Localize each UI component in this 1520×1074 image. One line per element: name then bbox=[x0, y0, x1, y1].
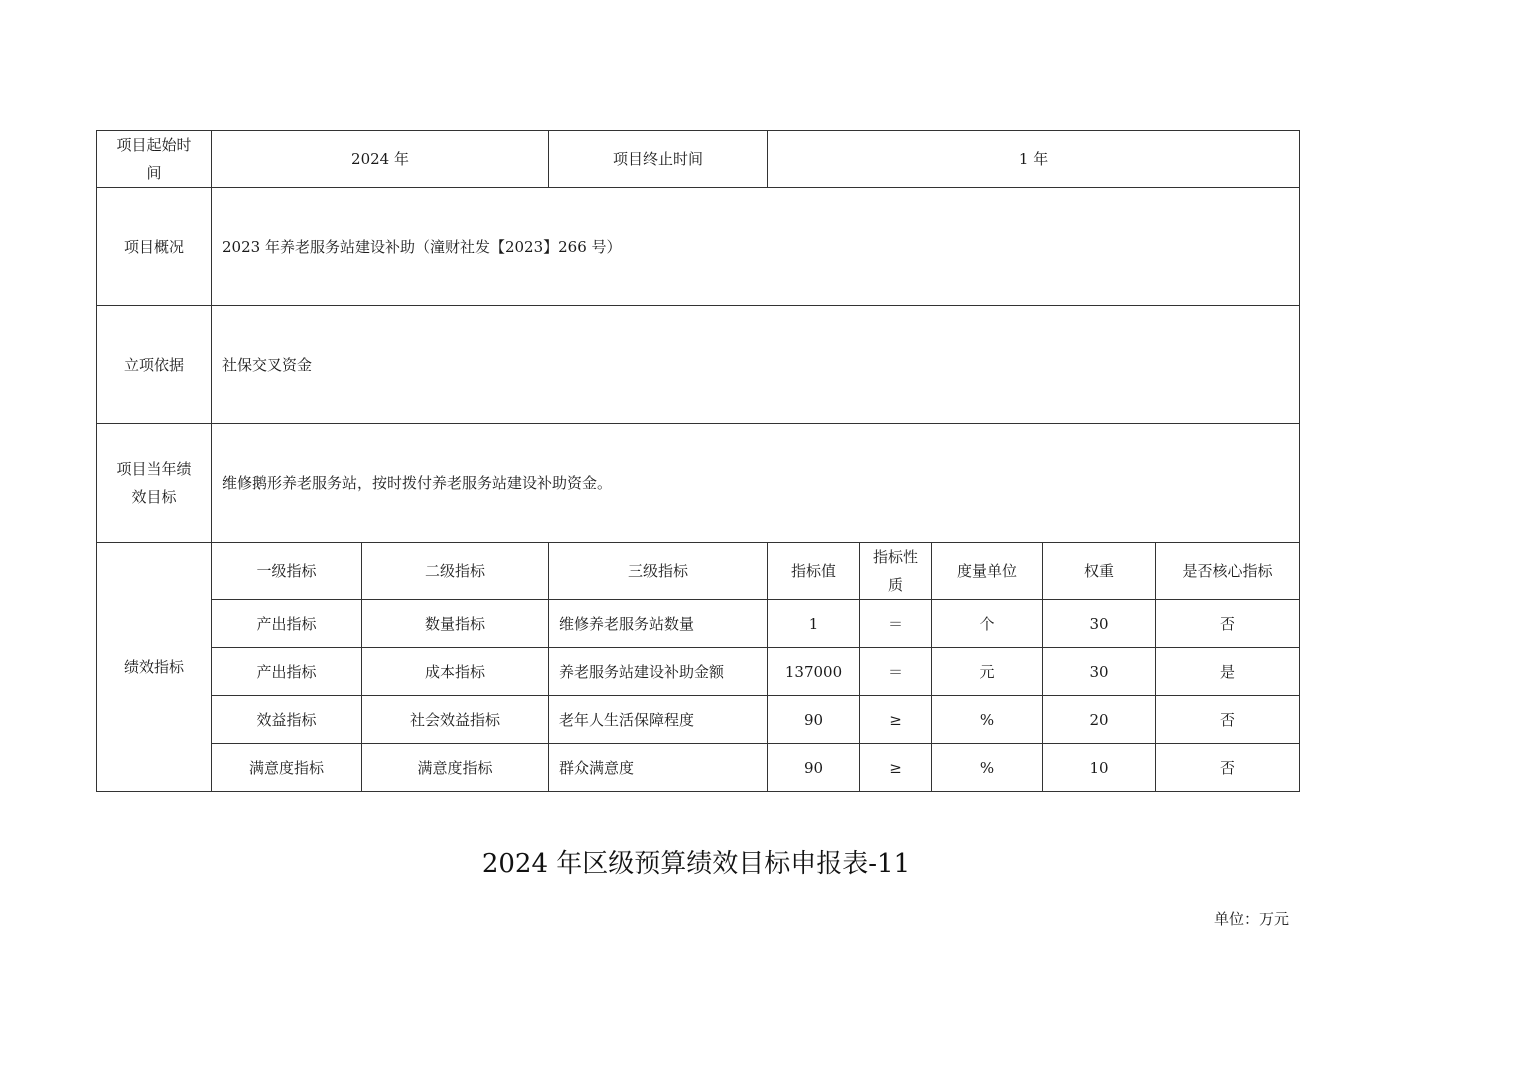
indicator-header-row bbox=[97, 543, 1300, 600]
row3-level2: 社会效益指标 bbox=[362, 696, 549, 744]
row4-level2: 满意度指标 bbox=[362, 744, 549, 792]
row4-unit: % bbox=[932, 744, 1043, 792]
header-level2: 二级指标 bbox=[362, 543, 549, 600]
row4-level3: 群众满意度 bbox=[549, 744, 768, 792]
row2-unit: 元 bbox=[932, 648, 1043, 696]
row1-level2: 数量指标 bbox=[362, 600, 549, 648]
row4-core: 否 bbox=[1156, 744, 1300, 792]
basis-value: 社保交叉资金 bbox=[212, 306, 1300, 424]
header-level1: 一级指标 bbox=[212, 543, 362, 600]
row3-level3: 老年人生活保障程度 bbox=[549, 696, 768, 744]
header-level3: 三级指标 bbox=[549, 543, 768, 600]
row1-core: 否 bbox=[1156, 600, 1300, 648]
start-time-label: 项目起始时间 bbox=[97, 131, 212, 188]
row4-weight: 10 bbox=[1043, 744, 1156, 792]
row4-value: 90 bbox=[768, 744, 860, 792]
row2-nature: ＝ bbox=[860, 648, 932, 696]
start-time-value: 2024 年 bbox=[212, 131, 549, 188]
performance-target-table bbox=[96, 130, 1300, 792]
header-core: 是否核心指标 bbox=[1156, 543, 1300, 600]
row3-weight: 20 bbox=[1043, 696, 1156, 744]
goal-value: 维修鹅形养老服务站，按时拨付养老服务站建设补助资金。 bbox=[212, 424, 1300, 543]
row1-value: 1 bbox=[768, 600, 860, 648]
row1-level3: 维修养老服务站数量 bbox=[549, 600, 768, 648]
row2-level1: 产出指标 bbox=[212, 648, 362, 696]
row2-level3: 养老服务站建设补助金额 bbox=[549, 648, 768, 696]
table-row bbox=[97, 600, 1300, 648]
row3-core: 否 bbox=[1156, 696, 1300, 744]
end-time-label: 项目终止时间 bbox=[549, 131, 768, 188]
header-weight: 权重 bbox=[1043, 543, 1156, 600]
row2-level2: 成本指标 bbox=[362, 648, 549, 696]
overview-row bbox=[97, 188, 1300, 306]
table-row bbox=[97, 648, 1300, 696]
row4-level1: 满意度指标 bbox=[212, 744, 362, 792]
overview-value: 2023 年养老服务站建设补助（潼财社发【2023】266 号） bbox=[212, 188, 1300, 306]
end-time-value: 1 年 bbox=[768, 131, 1300, 188]
row4-nature: ≥ bbox=[860, 744, 932, 792]
row1-weight: 30 bbox=[1043, 600, 1156, 648]
goal-row bbox=[97, 424, 1300, 543]
header-nature: 指标性质 bbox=[860, 543, 932, 600]
row2-weight: 30 bbox=[1043, 648, 1156, 696]
header-value: 指标值 bbox=[768, 543, 860, 600]
goal-label: 项目当年绩效目标 bbox=[97, 424, 212, 543]
basis-row bbox=[97, 306, 1300, 424]
row3-unit: % bbox=[932, 696, 1043, 744]
row1-unit: 个 bbox=[932, 600, 1043, 648]
project-time-row bbox=[97, 131, 1300, 188]
row1-nature: ＝ bbox=[860, 600, 932, 648]
basis-label: 立项依据 bbox=[97, 306, 212, 424]
row1-level1: 产出指标 bbox=[212, 600, 362, 648]
header-unit: 度量单位 bbox=[932, 543, 1043, 600]
next-table-title: 2024 年区级预算绩效目标申报表-11 bbox=[481, 849, 911, 879]
table-row bbox=[97, 696, 1300, 744]
row3-nature: ≥ bbox=[860, 696, 932, 744]
row3-level1: 效益指标 bbox=[212, 696, 362, 744]
performance-label: 绩效指标 bbox=[97, 543, 212, 792]
overview-label: 项目概况 bbox=[97, 188, 212, 306]
row2-value: 137000 bbox=[768, 648, 860, 696]
row3-value: 90 bbox=[768, 696, 860, 744]
row2-core: 是 bbox=[1156, 648, 1300, 696]
unit-label: 单位：万元 bbox=[1213, 910, 1289, 928]
table-row bbox=[97, 744, 1300, 792]
